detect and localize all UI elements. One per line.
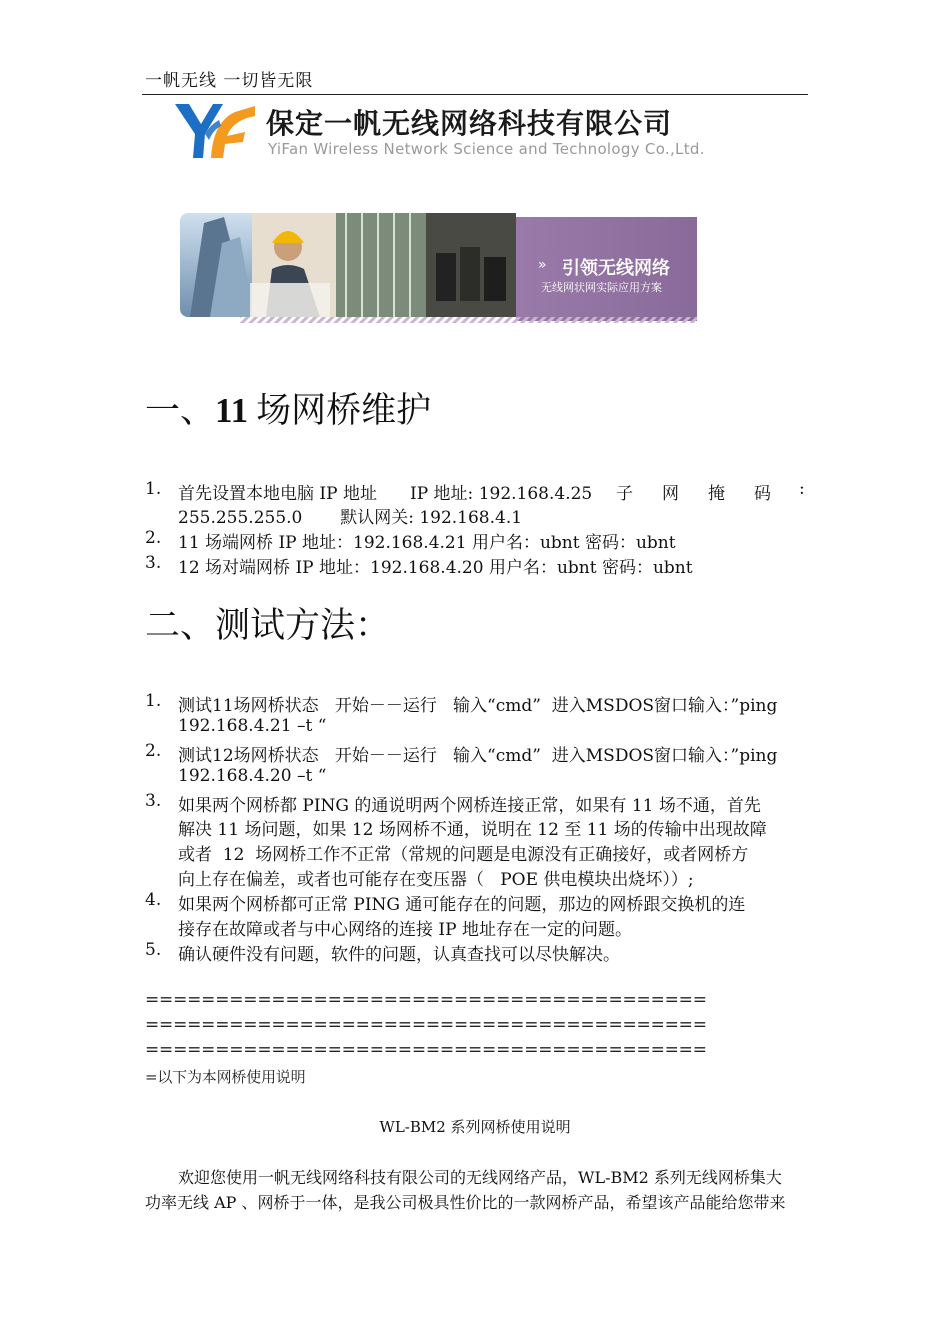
list-item-char: 子 bbox=[616, 484, 633, 504]
list-number: 2. bbox=[145, 741, 162, 761]
section1-heading-suffix: 场网桥维护 bbox=[256, 391, 432, 431]
list-item-line: 接存在故障或者与中心网络的连接 IP 地址存在一定的问题。 bbox=[178, 920, 632, 940]
list-item-line: 测试11场网桥状态 开始－－运行 输入“cmd” 进入MSDOS窗口输入：”ping bbox=[178, 696, 778, 716]
list-number: 5. bbox=[145, 940, 162, 960]
section1-heading bbox=[145, 383, 431, 433]
list-item-line: 11 场端网桥 IP 地址：192.168.4.21 用户名：ubnt 密码：ubnt bbox=[178, 533, 676, 553]
yf-logo-icon bbox=[175, 102, 255, 160]
list-item-char: 网 bbox=[662, 484, 679, 504]
list-item-char: 掩 bbox=[708, 484, 725, 504]
banner-title: 引领无线网络 bbox=[562, 258, 670, 279]
list-number: 2. bbox=[145, 528, 162, 548]
list-item-line: 255.255.255.0 默认网关: 192.168.4.1 bbox=[178, 508, 523, 528]
list-item-line: 192.168.4.21 –t “ bbox=[178, 716, 327, 736]
header-rule bbox=[142, 94, 808, 95]
list-item-line: 如果两个网桥都 PING 的通说明两个网桥连接正常，如果有 11 场不通，首先 bbox=[178, 796, 761, 816]
list-item-line: 测试12场网桥状态 开始－－运行 输入“cmd” 进入MSDOS窗口输入：”ping bbox=[178, 746, 778, 766]
manual-title: WL-BM2 系列网桥使用说明 bbox=[379, 1118, 571, 1136]
section1-heading-number: 11 bbox=[215, 391, 249, 430]
list-item-line: 如果两个网桥都可正常 PING 通可能存在的问题，那边的网桥跟交换机的连 bbox=[178, 895, 746, 915]
svg-text:»: » bbox=[538, 257, 547, 273]
list-item-line: 12 场对端网桥 IP 地址：192.168.4.20 用户名：ubnt 密码：ubnt bbox=[178, 558, 693, 578]
manual-paragraph-line: 欢迎您使用一帆无线网络科技有限公司的无线网络产品，WL-BM2 系列无线网桥集大 bbox=[178, 1168, 782, 1187]
company-name-cn: 保定一帆无线网络科技有限公司 bbox=[266, 107, 673, 140]
section2-heading: 二、测试方法： bbox=[145, 606, 391, 646]
list-number: 1. bbox=[145, 479, 162, 499]
list-item-line: 确认硬件没有问题，软件的问题，认真查找可以尽快解决。 bbox=[178, 945, 620, 965]
list-item-line: 首先设置本地电脑 IP 地址 bbox=[178, 484, 377, 504]
list-item-char: 码 bbox=[754, 484, 771, 504]
running-header: 一帆无线 一切皆无限 bbox=[145, 71, 314, 91]
separator-line: ======================================== bbox=[145, 1040, 707, 1060]
list-item-line: 或者 12 场网桥工作不正常（常规的问题是电源没有正确接好，或者网桥方 bbox=[178, 845, 749, 865]
separator-caption: =以下为本网桥使用说明 bbox=[145, 1068, 306, 1086]
list-item-line: IP 地址: 192.168.4.25 bbox=[410, 484, 593, 504]
section1-heading-prefix: 一、 bbox=[145, 391, 216, 431]
manual-paragraph-line: 功率无线 AP 、网桥于一体，是我公司极具性价比的一款网桥产品，希望该产品能给您带来 bbox=[145, 1193, 786, 1212]
list-number: 4. bbox=[145, 890, 162, 910]
company-name-en: YiFan Wireless Network Science and Technology Co.,Ltd. bbox=[268, 140, 705, 158]
list-item-line: 192.168.4.20 –t “ bbox=[178, 766, 327, 786]
separator-line: ======================================== bbox=[145, 1015, 707, 1035]
list-item-line: 解决 11 场问题，如果 12 场网桥不通，说明在 12 至 11 场的传输中出现故障 bbox=[178, 820, 767, 840]
list-number: 3. bbox=[145, 791, 162, 811]
list-item-line: 向上存在偏差，或者也可能存在变压器（ POE 供电模块出烧坏））; bbox=[178, 870, 694, 890]
list-item-char: : bbox=[799, 479, 805, 499]
list-number: 3. bbox=[145, 553, 162, 573]
separator-line: ======================================== bbox=[145, 990, 707, 1010]
banner-subtitle: 无线网状网实际应用方案 bbox=[541, 281, 662, 294]
list-number: 1. bbox=[145, 691, 162, 711]
